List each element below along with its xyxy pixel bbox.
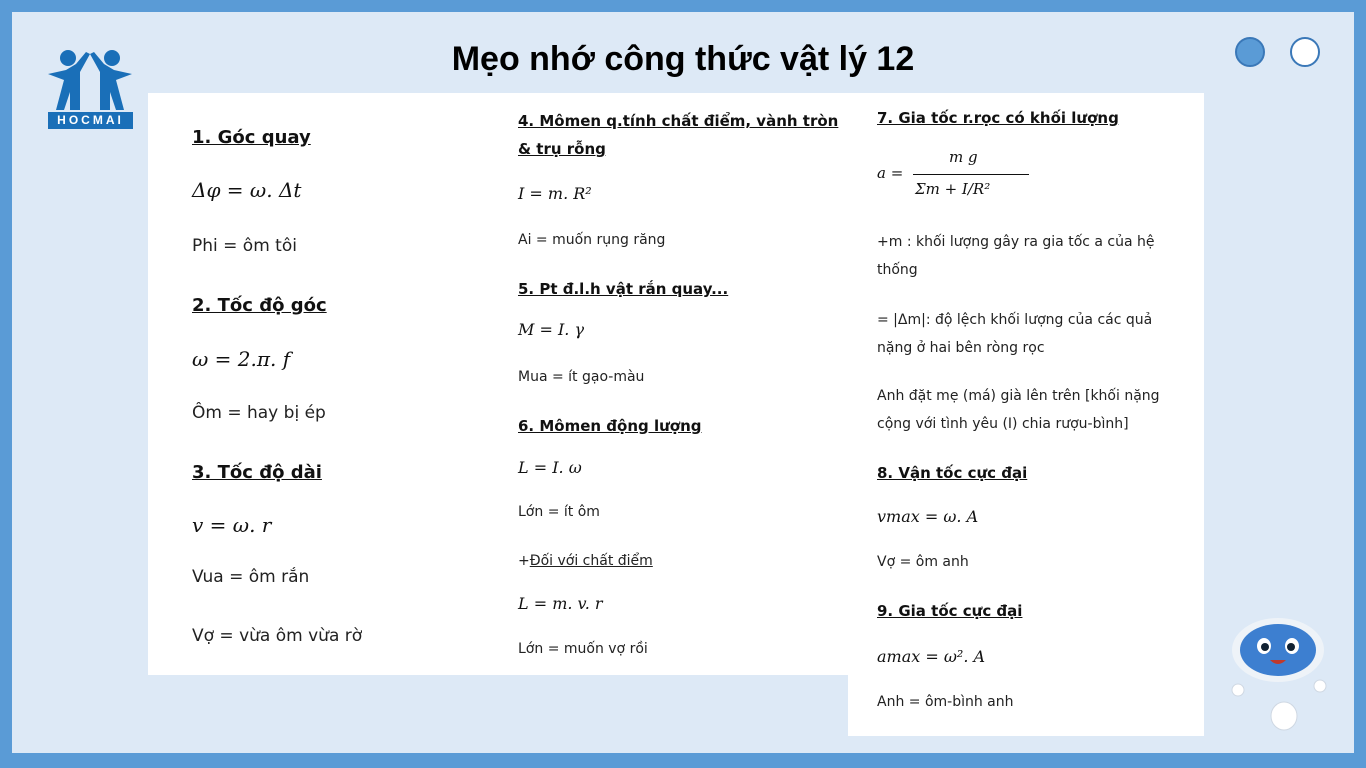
section-title: 9. Gia tốc cực đại xyxy=(877,602,1023,620)
formula: L = m. v. r xyxy=(518,594,603,613)
mnemonic-text: Mua = ít gạo-màu xyxy=(518,369,645,385)
note-text: thống xyxy=(877,262,918,278)
mnemonic-text: Lớn = ít ôm xyxy=(518,504,600,520)
mnemonic-text: Phi = ôm tôi xyxy=(192,236,297,256)
formula-numerator: m g xyxy=(949,148,978,166)
fraction-bar xyxy=(913,174,1029,175)
formula: M = I. γ xyxy=(518,320,585,339)
formula: vmax = ω. A xyxy=(877,507,979,526)
section-title: 4. Mômen q.tính chất điểm, vành tròn xyxy=(518,112,839,130)
mnemonic-text: Vợ = vừa ôm vừa rờ xyxy=(192,626,363,646)
subsection-prefix: + xyxy=(518,553,530,569)
formula: I = m. R² xyxy=(518,184,592,203)
page-title: Mẹo nhớ công thức vật lý 12 xyxy=(451,40,915,78)
section-title: 3. Tốc độ dài xyxy=(192,462,322,483)
subsection-title: Đối với chất điểm xyxy=(529,553,653,569)
mnemonic-text: Vua = ôm rắn xyxy=(192,567,310,587)
section-title: 1. Góc quay xyxy=(192,127,311,148)
formula: ω = 2.π. f xyxy=(192,347,291,371)
note-text: nặng ở hai bên ròng rọc xyxy=(877,340,1045,356)
formula-lhs: a = xyxy=(877,164,904,182)
note-text: Anh đặt mẹ (má) già lên trên [khối nặng xyxy=(877,388,1160,404)
note-text: cộng với tình yêu (I) chia rượu-bình] xyxy=(877,416,1129,432)
section-title: 5. Pt đ.l.h vật rắn quay... xyxy=(518,280,729,298)
note-text: = |Δm|: độ lệch khối lượng của các quả xyxy=(877,312,1153,328)
indicator-dot-inactive xyxy=(1290,37,1320,67)
formula: Δφ = ω. Δt xyxy=(192,178,302,202)
robot-mascot-icon xyxy=(1228,616,1332,734)
formula: L = I. ω xyxy=(518,458,582,477)
section-title: 7. Gia tốc r.rọc có khối lượng xyxy=(877,109,1119,127)
mnemonic-text: Ôm = hay bị ép xyxy=(192,403,326,423)
formula-denominator: Σm + I/R² xyxy=(915,180,991,198)
section-title: 2. Tốc độ góc xyxy=(192,295,327,316)
logo-text: HOCMAI xyxy=(48,112,133,129)
section-title: 8. Vận tốc cực đại xyxy=(877,464,1028,482)
indicator-dot-active xyxy=(1235,37,1265,67)
mnemonic-text: Vợ = ôm anh xyxy=(877,554,969,570)
section-title: 6. Mômen động lượng xyxy=(518,417,702,435)
mnemonic-text: Ai = muốn rụng răng xyxy=(518,232,666,248)
section-title: & trụ rỗng xyxy=(518,140,606,158)
subsection-label xyxy=(518,547,653,575)
mnemonic-text: Anh = ôm-bình anh xyxy=(877,694,1014,710)
mnemonic-text: Lớn = muốn vợ rồi xyxy=(518,641,648,657)
formula: amax = ω². A xyxy=(877,647,986,666)
formula: v = ω. r xyxy=(192,513,272,537)
note-text: +m : khối lượng gây ra gia tốc a của hệ xyxy=(877,234,1155,250)
